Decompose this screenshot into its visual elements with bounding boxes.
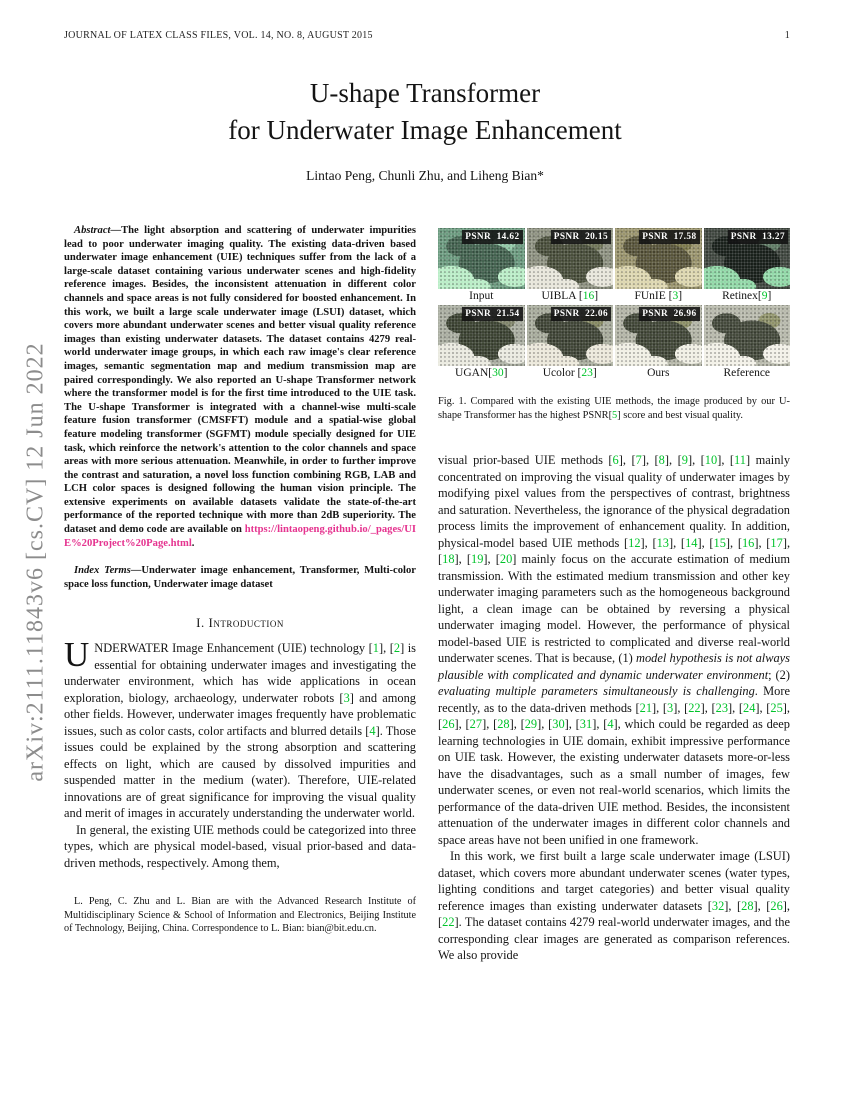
abstract: Abstract—The light absorption and scattering of underwater impurities lead to poor underwater imaging quality. The existing data-driven based underwater image enhancement (UIE) techniques suffer from the lack of a large-scale dataset containing various underwater scenes and high-fidelity reference images. Besides, the inconsistent attenuation in different color channels and space areas is not fully considered for boosted enhancement. In this work, we built a large scale underwater image (LSUI) dataset, which covers more abundant underwater scenes and better visual quality reference images than existing underwater datasets. The dataset contains 4279 real-world underwater image groups, in which each raw image's clear reference images, semantic segmentation map and medium transmission map are paired correspondingly. We also reported an U-shape Transformer network where the transformer model is for the first time introduced to the UIE task. The U-shape Transformer is integrated with a channel-wise multi-scale feature fusion transformer (CMSFFT) module and a spatial-wise global feature modeling transformer (SGFMT) module specially designed for UIE task, which reinforce the network's attention to the color channels and space areas with more serious attenuation. Meanwhile, in order to further improve the contrast and saturation, a novel loss function combining RGB, LAB and LCH color spaces is designed following the human vision principle. The extensive experiments on available datasets validate the state-of-the-art performance of the reported technique with more than 2dB superiority. The dataset and demo code are available on https://lintaopeng.github.io/_pages/UIE%20Project%20Page.html. <box>64 225 416 549</box>
underwater-image-input <box>438 228 525 289</box>
citation-ref[interactable]: 3 <box>672 290 679 302</box>
underwater-image-ugan <box>438 305 525 366</box>
citation-ref[interactable]: 1 <box>372 641 379 656</box>
citation-ref[interactable]: 26 <box>770 898 783 913</box>
author-list: Lintao Peng, Chunli Zhu, and Liheng Bian* <box>306 168 544 183</box>
citation-ref[interactable]: 12 <box>628 535 641 550</box>
underwater-image-ours <box>615 305 702 366</box>
figure-caption: Fig. 1. Compared with the existing UIE methods, the image produced by our U-shape Transformer has the highest PSNR[5] score and best visual quality. <box>438 396 790 421</box>
paper-title <box>0 75 850 149</box>
figure-panel-funie <box>615 228 702 305</box>
index-terms-lead: Index Terms <box>74 565 131 577</box>
citation-ref[interactable]: 2 <box>393 641 401 656</box>
figure-panel-retinex <box>704 228 791 305</box>
intro-paragraph-2: In general, the existing UIE methods could be categorized into three types, which are physical model-based, visual prior-based and data-driven methods, respectively. Among them, <box>64 822 416 870</box>
right-paragraph-2: In this work, we first built a large scale underwater image (LSUI) dataset, which covers more abundant underwater scenes (water types, lighting conditions and target categories) and better visual quality reference images than existing underwater datasets [32], [28], [26], [22]. The dataset contains 4279 real-world underwater images, and the corresponding clear images are generated as comparison references. We also provide <box>438 849 790 963</box>
citation-ref[interactable]: 16 <box>582 290 595 302</box>
citation-ref[interactable]: 10 <box>704 453 718 468</box>
psnr-badge: PSNR 13.27 <box>728 230 788 244</box>
paper-title-line1: U-shape Transformer <box>309 78 541 108</box>
panel-label: Reference <box>723 367 771 379</box>
citation-ref[interactable]: 26 <box>442 717 455 732</box>
figure-grid <box>438 228 790 382</box>
citation-ref[interactable]: 19 <box>471 552 484 567</box>
underwater-image-uibla <box>527 228 614 289</box>
citation-ref[interactable]: 3 <box>343 690 350 705</box>
author-footnote: L. Peng, C. Zhu and L. Bian are with the Advanced Research Institute of Multidisciplinary Science & School of Information and Electronics, Beijing Institute of Technology, Beijing, China. Correspondence to L. Bian: bian@bit.edu.cn. <box>64 896 416 935</box>
project-link[interactable]: https://lintaopeng.github.io/_pages/UIE%20Project%20Page.html <box>64 524 416 549</box>
psnr-badge: PSNR 20.15 <box>551 230 611 244</box>
panel-label: Retinex[9] <box>722 290 772 302</box>
citation-ref[interactable]: 24 <box>743 700 756 715</box>
underwater-image-reference <box>704 305 791 366</box>
figure-panel-reference <box>704 305 791 382</box>
figure-panel-input <box>438 228 525 305</box>
citation-ref[interactable]: 17 <box>770 535 783 550</box>
two-column-layout <box>0 224 850 964</box>
underwater-image-retinex <box>704 228 791 289</box>
citation-ref[interactable]: 9 <box>761 290 768 302</box>
citation-ref[interactable]: 4 <box>369 723 376 738</box>
citation-ref[interactable]: 25 <box>770 700 783 715</box>
citation-ref[interactable]: 14 <box>685 535 698 550</box>
citation-ref[interactable]: 30 <box>552 717 565 732</box>
citation-ref[interactable]: 28 <box>497 717 510 732</box>
citation-ref[interactable]: 11 <box>734 453 746 468</box>
figure-1 <box>438 228 790 422</box>
psnr-badge: PSNR 22.06 <box>551 307 611 321</box>
page-number: 1 <box>784 30 790 41</box>
citation-ref[interactable]: 29 <box>524 717 538 732</box>
citation-ref[interactable]: 13 <box>656 535 669 550</box>
paper-title-line2: for Underwater Image Enhancement <box>228 115 622 145</box>
right-paragraph-1: visual prior-based UIE methods [6], [7], [8], [9], [10], [11] mainly concentrated on improving the visual quality of underwater images by modifying pixel values from the perspectives of contrast, brightness and saturation. Nevertheless, the ignorance of the physical degradation process limits the improvement of enhancement quality. In addition, physical-model based UIE methods [12], [13], [14], [15], [16], [17], [18], [19], [20] mainly focus on the accurate estimation of medium transmission. With the estimated medium transmission and other key underwater imaging parameters such as the homogeneous background light, a clean image can be obtained by reversing a physical underwater imaging model. However, the performance of physical model-based UIE is restricted to complicated and diverse real-world underwater scenes. That is because, (1) model hypothesis is not always plausible with complicated and dynamic underwater environment; (2) evaluating multiple parameters simultaneously is challenging. More recently, as to the data-driven methods [21], [3], [22], [23], [24], [25], [26], [27], [28], [29], [30], [31], [4], which could be regarded as deep learning technologies in UIE domain, exhibit impressive performance on UIE task. However, the existing underwater datasets more-or-less have the disadvantages, such as a small number of images, few underwater scenes, or even not real-world scenarios, which limits the performance of the data-driven UIE method. Besides, the inconsistent attenuation of the underwater images in different color channels and space areas have not been unified in one framework. <box>438 453 791 847</box>
citation-ref[interactable]: 20 <box>499 552 513 567</box>
citation-ref[interactable]: 28 <box>741 898 754 913</box>
page-header <box>0 0 850 41</box>
figure-panel-ugan <box>438 305 525 382</box>
underwater-image-ucolor <box>527 305 614 366</box>
citation-ref[interactable]: 3 <box>667 700 674 715</box>
citation-ref[interactable]: 5 <box>612 409 618 421</box>
citation-ref[interactable]: 15 <box>713 535 726 550</box>
panel-label: UGAN[30] <box>455 367 508 379</box>
citation-ref[interactable]: 8 <box>658 453 665 468</box>
panel-label: FUnIE [3] <box>634 290 683 302</box>
citation-ref[interactable]: 22 <box>688 700 701 715</box>
psnr-badge: PSNR 26.96 <box>639 307 699 321</box>
journal-header-text: JOURNAL OF LATEX CLASS FILES, VOL. 14, NO. 8, AUGUST 2015 <box>64 30 373 41</box>
right-column <box>438 224 790 964</box>
intro-paragraph-1: UNDERWATER Image Enhancement (UIE) technology [1], [2] is essential for obtaining underwater images and investigating the underwater environment, which has wide applications in ocean exploration, biology, archaeology, underwater robots [3] and among other fields. However, underwater images frequently have problematic issues, such as color casts, color artifacts and blurred details [4]. Those issues could be explained by the strong absorption and scattering effects on light, which are caused by dissolved impurities and suspended matter in the medium (water). Therefore, UIE-related innovations are of great significance for improving the visual quality and merit of images in accurately understanding the underwater world. <box>64 635 416 821</box>
citation-ref[interactable]: 30 <box>492 367 504 379</box>
figure-panel-ours <box>615 305 702 382</box>
citation-ref[interactable]: 31 <box>579 717 593 732</box>
dropcap: U <box>64 635 90 675</box>
citation-ref[interactable]: 23 <box>715 700 729 715</box>
underwater-image-funie <box>615 228 702 289</box>
citation-ref[interactable]: 4 <box>607 717 614 732</box>
citation-ref[interactable]: 6 <box>612 453 619 468</box>
index-terms: Index Terms—Underwater image enhancement, Transformer, Multi-color space loss function, Underwater image dataset <box>64 565 416 590</box>
figure-panel-ucolor <box>527 305 614 382</box>
left-column <box>64 224 416 964</box>
citation-ref[interactable]: 27 <box>469 717 483 732</box>
citation-ref[interactable]: 16 <box>741 535 755 550</box>
abstract-lead: Abstract <box>74 225 111 236</box>
citation-ref[interactable]: 18 <box>442 552 455 567</box>
psnr-badge: PSNR 14.62 <box>462 230 522 244</box>
figure-panel-uibla <box>527 228 614 305</box>
panel-label: Ucolor [23] <box>542 367 597 379</box>
panel-label: UIBLA [16] <box>541 290 599 302</box>
panel-label: Ours <box>647 367 670 379</box>
psnr-badge: PSNR 17.58 <box>639 230 699 244</box>
panel-label: Input <box>469 290 494 302</box>
citation-ref[interactable]: 32 <box>711 898 725 913</box>
citation-ref[interactable]: 23 <box>581 367 593 379</box>
arxiv-banner: arXiv:2111.11843v6 [cs.CV] 12 Jun 2022 <box>22 342 49 782</box>
citation-ref[interactable]: 9 <box>681 453 688 468</box>
section-heading-introduction: I. Introduction <box>196 615 284 631</box>
citation-ref[interactable]: 21 <box>639 700 653 715</box>
psnr-badge: PSNR 21.54 <box>462 307 522 321</box>
citation-ref[interactable]: 22 <box>442 915 455 930</box>
citation-ref[interactable]: 7 <box>635 453 642 468</box>
